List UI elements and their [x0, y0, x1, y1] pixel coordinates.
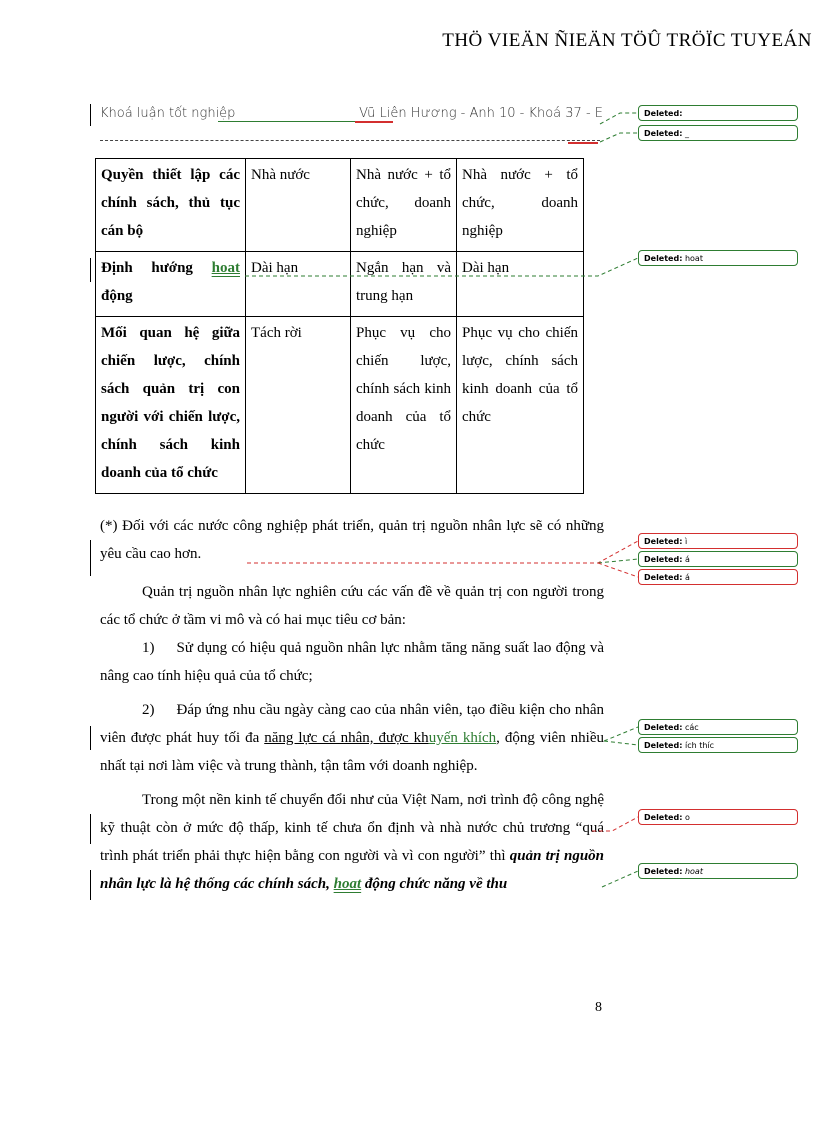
list-text: Sử dụng có hiệu quả nguồn nhân lực nhằm tăng năng suất lao động và nâng cao tính hiệu quả của tổ chức; — [100, 640, 604, 684]
deleted-comment-balloon[interactable]: Deleted: _ — [638, 125, 798, 141]
deleted-comment-balloon[interactable]: Deleted: ì — [638, 533, 798, 549]
table-cell: Dài hạn — [246, 252, 351, 317]
leader-line — [600, 133, 638, 142]
table-cell-criterion: Định hướng hoat động — [96, 252, 246, 317]
list-number: 1) — [142, 640, 155, 656]
tracked-insertion: hoat — [211, 260, 240, 276]
leader-line — [247, 541, 638, 563]
deleted-comment-balloon[interactable]: Deleted: á — [638, 551, 798, 567]
paragraph-text: Quản trị nguồn nhân lực nghiên cứu các vấn đề về quản trị con người trong các tổ chức ở tầm vi mô và có hai mục tiêu cơ bản: — [100, 584, 604, 628]
table-cell: Dài hạn — [457, 252, 584, 317]
table-cell: Ngắn hạn và trung hạn — [351, 252, 457, 317]
header-left: Khoá luận tốt nghiệp — [100, 106, 236, 121]
tracked-insertion: hoat — [333, 876, 362, 892]
site-watermark: THÖ VIEÄN ÑIEÄN TÖÛ TRÖÏC TUYEÁN — [442, 30, 812, 51]
deleted-comment-balloon[interactable]: Deleted: hoat — [638, 250, 798, 266]
leader-line — [604, 741, 638, 745]
table-cell: Nhà nước + tổ chức, doanh nghiệp — [457, 159, 584, 252]
tracked-insertion: năng lực cá nhân, được kh — [264, 730, 429, 746]
deleted-comment-balloon[interactable]: Deleted: — [638, 105, 798, 121]
leader-line — [592, 817, 638, 831]
list-number: 2) — [142, 702, 155, 718]
header-right: Vũ Liên Hương - Anh 10 - Khoá 37 - E — [359, 106, 603, 121]
table-cell: Nhà nước — [246, 159, 351, 252]
page-number: 8 — [595, 1000, 602, 1015]
leader-line — [245, 258, 638, 276]
deleted-comment-balloon[interactable]: Deleted: á — [638, 569, 798, 585]
deleted-comment-balloon[interactable]: Deleted: các — [638, 719, 798, 735]
note-text: (*) Đối với các nước công nghiệp phát triển, quản trị nguồn nhân lực sẽ có những yêu cầu cao hơn. — [100, 518, 604, 562]
list-item: 2) Đáp ứng nhu cầu ngày càng cao của nhân viên, tạo điều kiện cho nhân viên được phát huy tối đa năng lực cá nhân, được khuyến khích, động viên nhiều nhất tại nơi làm việc và trung thành, tận tâm với doanh nghiệp. — [100, 702, 604, 774]
table-cell: Tách rời — [246, 317, 351, 494]
body-paragraph: Trong một nền kinh tế chuyển đổi như của Việt Nam, nơi trình độ công nghệ kỹ thuật còn ở mức độ thấp, kinh tế chưa ổn định và nhà nước chủ trương “quá trình phát triển phải thực hiện bằng con người và vì con người” thì quản trị nguồn nhân lực là hệ thống các chính sách, hoat động chức năng về thu — [100, 792, 605, 892]
table-cell: Phục vụ cho chiến lược, chính sách kinh doanh của tổ chức — [351, 317, 457, 494]
deleted-comment-balloon[interactable]: Deleted: hoat — [638, 863, 798, 879]
table-cell-criterion: Mối quan hệ giữa chiến lược, chính sách quản trị con người với chiến lược, chính sách kinh doanh của tổ chức — [96, 317, 246, 494]
leader-line — [604, 727, 638, 741]
table-cell: Phục vụ cho chiến lược, chính sách kinh doanh của tổ chức — [457, 317, 584, 494]
leader-line — [600, 113, 638, 124]
leader-line — [598, 563, 638, 577]
table-cell-criterion: Quyền thiết lập các chính sách, thủ tục cán bộ — [96, 159, 246, 252]
table-cell: Nhà nước + tổ chức, doanh nghiệp — [351, 159, 457, 252]
leader-line — [602, 871, 638, 887]
tracked-insertion: uyến khích — [428, 730, 497, 746]
deleted-comment-balloon[interactable]: Deleted: ích thíc — [638, 737, 798, 753]
deleted-comment-balloon[interactable]: Deleted: o — [638, 809, 798, 825]
